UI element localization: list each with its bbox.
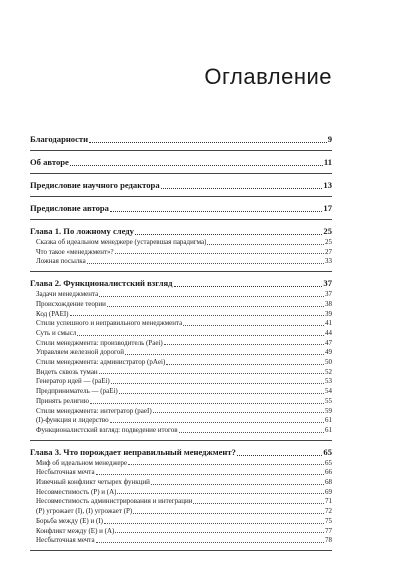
toc-entry-label: Ложная посылка [36, 257, 86, 266]
toc-subentry [30, 387, 332, 397]
toc-page-number: 59 [325, 406, 332, 415]
toc-entry-label: Несбыточная мечта [36, 536, 95, 545]
toc-page-number: 17 [323, 203, 332, 213]
toc-entry-label: Глава 2. Функционалистский взгляд [30, 278, 173, 289]
toc-page-number: 11 [323, 157, 332, 167]
toc-subentry [30, 497, 332, 507]
toc-page-number: 49 [325, 348, 332, 357]
toc-subentry [30, 238, 332, 248]
toc-page-number: 69 [325, 487, 332, 496]
dot-leader [193, 503, 324, 504]
toc-entry-label: Управляем железной дорогой [36, 348, 124, 357]
toc-section [30, 197, 332, 220]
toc-entry-label: Предприниматель — (paEi) [36, 387, 118, 396]
toc-section [30, 174, 332, 197]
toc-subentry [30, 300, 332, 310]
dot-leader [125, 354, 324, 355]
dot-leader [110, 211, 322, 212]
toc-entry-label: Конфликт между (E) и (A) [36, 526, 115, 535]
toc-page-number: 53 [325, 377, 332, 386]
toc-entry-label: Задачи менеджмента [36, 290, 99, 299]
toc-page-number: 25 [325, 238, 332, 246]
toc-subentry [30, 329, 332, 339]
toc-page-number: 72 [325, 507, 332, 516]
toc-page-number: 25 [323, 226, 332, 236]
dot-leader [153, 412, 324, 413]
dot-leader [179, 432, 325, 433]
toc-subentry [30, 416, 332, 426]
dot-leader [77, 335, 324, 336]
toc-entry-label: Глава 1. По ложному следу [30, 226, 134, 236]
dot-leader [96, 542, 324, 543]
toc-page-number: 38 [325, 299, 332, 308]
dot-leader [87, 263, 324, 264]
dot-leader [164, 344, 324, 345]
toc-section [30, 441, 332, 551]
dot-leader [133, 513, 324, 514]
toc-page-number: 27 [325, 247, 332, 256]
toc-page-number: 75 [325, 516, 332, 525]
dot-leader [115, 532, 324, 533]
dot-leader [70, 165, 323, 166]
toc-subentry [30, 339, 332, 349]
toc-page-number: 37 [325, 290, 332, 299]
dot-leader [207, 244, 324, 245]
toc-subentry [30, 348, 332, 358]
dot-leader [70, 315, 324, 316]
toc-entry-label: Стили менеджмента: интегратор (paeI) [36, 406, 152, 415]
toc-page-number: 50 [325, 358, 332, 367]
toc-subentry [30, 290, 332, 300]
toc-page-number: 33 [325, 257, 332, 266]
table-of-contents [30, 128, 332, 551]
toc-entry-label: Что такое «менеджмент»? [36, 247, 114, 256]
toc-entry-label: Видеть сквозь туман [36, 367, 98, 376]
dot-leader [119, 393, 324, 394]
toc-subentry [30, 407, 332, 417]
toc-entry-label: Стили менеджмента: администратор (pAei) [36, 358, 166, 367]
toc-chapter-entry [30, 274, 332, 290]
toc-page-number: 44 [325, 328, 332, 337]
dot-leader [107, 306, 324, 307]
dot-leader [237, 455, 323, 456]
toc-section [30, 151, 332, 174]
toc-subentry [30, 397, 332, 407]
toc-entry-label: Извечный конфликт четырех функций [36, 478, 150, 487]
toc-entry-label: Предисловие автора [30, 203, 109, 213]
toc-section [30, 220, 332, 272]
toc-page-number: 39 [325, 309, 332, 318]
dot-leader [89, 142, 327, 143]
dot-leader [151, 484, 324, 485]
dot-leader [96, 474, 324, 475]
dot-leader [99, 373, 324, 374]
toc-page-number: 65 [323, 446, 332, 457]
toc-entry-label: Благодарности [30, 134, 89, 144]
toc-subentry [30, 478, 332, 488]
toc-subentry [30, 426, 332, 436]
toc-subentry [30, 257, 332, 267]
toc-chapter-entry [30, 176, 332, 192]
dot-leader [117, 493, 324, 494]
dot-leader [183, 325, 324, 326]
toc-page-number: 41 [325, 319, 332, 328]
dot-leader [110, 422, 324, 423]
toc-subentry [30, 358, 332, 368]
toc-chapter-entry [30, 153, 332, 169]
toc-page-number: 71 [325, 497, 332, 506]
toc-subentry [30, 488, 332, 498]
dot-leader [115, 253, 324, 254]
toc-entry-label: Код (PAEI) [36, 309, 69, 318]
toc-entry-label: Борьба между (E) и (I) [36, 516, 103, 525]
toc-entry-label: Миф об идеальном менеджере [36, 458, 128, 467]
toc-entry-label: Функционалистский взгляд: подведение итогов [36, 425, 178, 434]
toc-page-number: 66 [325, 468, 332, 477]
toc-subentry [30, 536, 332, 546]
toc-subentry [30, 517, 332, 527]
toc-subentry [30, 319, 332, 329]
toc-entry-label: Несбыточная мечта [36, 468, 95, 477]
toc-page-number: 47 [325, 338, 332, 347]
toc-entry-label: Глава 3. Что порождает неправильный менеджмент? [30, 446, 236, 457]
toc-page-number: 77 [325, 526, 332, 535]
toc-entry-label: Принять религию [36, 396, 89, 405]
toc-subentry [30, 468, 332, 478]
toc-page-number: 37 [323, 278, 332, 289]
toc-page-number: 61 [325, 416, 332, 425]
toc-entry-label: Происхождение теории [36, 299, 106, 308]
toc-page-number: 65 [325, 458, 332, 467]
toc-page-number: 9 [327, 134, 332, 144]
toc-entry-label: Стили менеджмента: производитель (Paei) [36, 338, 163, 347]
toc-entry-label: Стили успешного и неправильного менеджмента [36, 319, 183, 328]
toc-subentry [30, 310, 332, 320]
toc-subentry [30, 248, 332, 258]
toc-subentry [30, 507, 332, 517]
toc-page-number: 13 [323, 180, 332, 190]
dot-leader [166, 364, 324, 365]
toc-chapter-entry [30, 199, 332, 215]
dot-leader [161, 188, 323, 189]
dot-leader [104, 523, 324, 524]
dot-leader [99, 296, 324, 297]
toc-entry-label: (I)-функция и лидерство [36, 416, 109, 425]
dot-leader [111, 383, 324, 384]
toc-page-number: 55 [325, 396, 332, 405]
dot-leader [128, 464, 324, 465]
toc-subentry [30, 377, 332, 387]
toc-chapter-entry [30, 443, 332, 459]
toc-subentry [30, 527, 332, 537]
toc-section [30, 272, 332, 441]
toc-entry-label: Сказка об идеальном менеджере (устаревшая парадигма) [36, 238, 207, 246]
toc-page-number: 52 [325, 367, 332, 376]
toc-section [30, 128, 332, 151]
dot-leader [174, 286, 323, 287]
toc-entry-label: Предисловие научного редактора [30, 180, 160, 190]
toc-page-number: 61 [325, 425, 332, 434]
toc-page-number: 68 [325, 478, 332, 487]
toc-entry-label: Суть и смысл [36, 328, 77, 337]
page-title: Оглавление [204, 64, 332, 89]
toc-chapter-entry [30, 130, 332, 146]
toc-subentry [30, 368, 332, 378]
toc-subentry [30, 459, 332, 469]
dot-leader [135, 234, 322, 235]
toc-page-number: 78 [325, 536, 332, 545]
toc-entry-label: (P) угрожает (I), (I) угрожает (P) [36, 507, 133, 516]
toc-page-number: 54 [325, 387, 332, 396]
toc-chapter-entry [30, 222, 332, 238]
toc-entry-label: Несовместимость (P) и (A) [36, 487, 117, 496]
toc-entry-label: Несовместимость администрирования и интеграции [36, 497, 193, 506]
dot-leader [90, 403, 324, 404]
toc-entry-label: Об авторе [30, 157, 69, 167]
toc-entry-label: Генератор идей — (paEi) [36, 377, 110, 386]
